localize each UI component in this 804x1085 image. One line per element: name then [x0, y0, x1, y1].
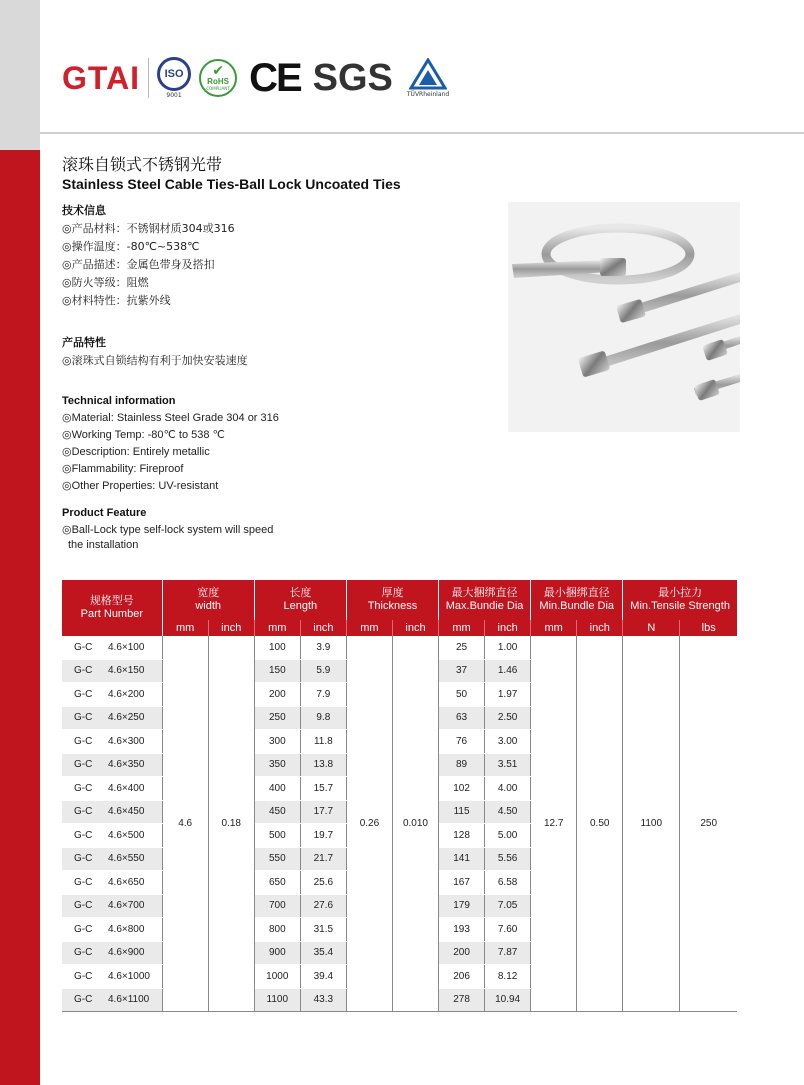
- feature-heading-en: Product Feature: [62, 507, 147, 519]
- part-number-cell: [62, 894, 162, 918]
- header-width: [162, 580, 254, 620]
- header-cn: 长度: [289, 587, 312, 599]
- length-mm-cell: 700: [254, 894, 300, 918]
- tuv-triangle-icon: [409, 58, 447, 90]
- length-mm-cell: 1000: [254, 965, 300, 989]
- max-bundle-inch-cell: 3.51: [485, 753, 531, 777]
- part-number-cell: [62, 683, 162, 707]
- part-prefix: G-C: [74, 994, 93, 1006]
- part-size: 4.6×400: [108, 782, 145, 794]
- part-number-cell: [62, 871, 162, 895]
- spec-table: [62, 580, 737, 1012]
- width-mm-cell: 4.6: [162, 636, 208, 1012]
- part-size: 4.6×500: [108, 829, 145, 841]
- spec-table-body: [62, 636, 737, 1012]
- tech-info-item-en: ◎Material: Stainless Steel Grade 304 or 316: [62, 412, 279, 424]
- max-bundle-mm-cell: 76: [439, 730, 485, 754]
- rohs-sub: COMPLIANT: [206, 86, 230, 91]
- tensile-n-cell: 1100: [623, 636, 680, 1012]
- max-bundle-inch-cell: 7.87: [485, 941, 531, 965]
- cable-tie-illustration: [508, 202, 740, 432]
- max-bundle-inch-cell: 4.50: [485, 800, 531, 824]
- unit-n: N: [623, 620, 680, 636]
- header-min-bundle: [531, 580, 623, 620]
- header-cn: 最小捆绑直径: [543, 587, 610, 599]
- part-size: 4.6×700: [108, 900, 145, 912]
- length-inch-cell: 25.6: [300, 871, 346, 895]
- max-bundle-inch-cell: 1.97: [485, 683, 531, 707]
- header-cn: 规格型号: [89, 595, 134, 607]
- max-bundle-mm-cell: 115: [439, 800, 485, 824]
- part-size: 4.6×550: [108, 853, 145, 865]
- tech-info-item-en: ◎Description: Entirely metallic: [62, 446, 210, 458]
- part-prefix: G-C: [74, 806, 93, 818]
- part-prefix: G-C: [74, 735, 93, 747]
- product-photo: [508, 202, 740, 432]
- length-inch-cell: 15.7: [300, 777, 346, 801]
- header-en: Thickness: [367, 600, 418, 612]
- max-bundle-mm-cell: 179: [439, 894, 485, 918]
- length-inch-cell: 5.9: [300, 659, 346, 683]
- length-mm-cell: 900: [254, 941, 300, 965]
- max-bundle-mm-cell: 89: [439, 753, 485, 777]
- max-bundle-inch-cell: 10.94: [485, 988, 531, 1012]
- part-number-cell: [62, 706, 162, 730]
- max-bundle-mm-cell: 278: [439, 988, 485, 1012]
- part-prefix: G-C: [74, 829, 93, 841]
- tech-info-item-en: ◎Working Temp: -80℃ to 538 ℃: [62, 429, 225, 441]
- part-prefix: G-C: [74, 759, 93, 771]
- length-mm-cell: 200: [254, 683, 300, 707]
- part-number-cell: [62, 847, 162, 871]
- length-inch-cell: 13.8: [300, 753, 346, 777]
- part-size: 4.6×150: [108, 665, 145, 677]
- header-en: Length: [283, 600, 318, 612]
- header-thickness: [346, 580, 438, 620]
- length-inch-cell: 35.4: [300, 941, 346, 965]
- max-bundle-inch-cell: 8.12: [485, 965, 531, 989]
- sgs-logo: SGS: [312, 56, 393, 99]
- max-bundle-mm-cell: 37: [439, 659, 485, 683]
- max-bundle-mm-cell: 141: [439, 847, 485, 871]
- tensile-lbs-cell: 250: [680, 636, 737, 1012]
- length-inch-cell: 43.3: [300, 988, 346, 1012]
- length-mm-cell: 550: [254, 847, 300, 871]
- unit-mm: mm: [346, 620, 392, 636]
- certification-logos: [62, 50, 449, 106]
- header-max-bundle: [439, 580, 531, 620]
- max-bundle-inch-cell: 5.00: [485, 824, 531, 848]
- width-inch-cell: 0.18: [208, 636, 254, 1012]
- unit-inch: inch: [208, 620, 254, 636]
- part-prefix: G-C: [74, 665, 93, 677]
- header-part-number: [62, 580, 162, 636]
- min-bundle-inch-cell: 0.50: [577, 636, 623, 1012]
- max-bundle-mm-cell: 193: [439, 918, 485, 942]
- part-prefix: G-C: [74, 947, 93, 959]
- tuv-label: TÜVRheinland: [406, 91, 450, 98]
- max-bundle-inch-cell: 1.46: [485, 659, 531, 683]
- length-inch-cell: 31.5: [300, 918, 346, 942]
- part-size: 4.6×300: [108, 735, 145, 747]
- part-prefix: G-C: [74, 641, 93, 653]
- part-size: 4.6×650: [108, 876, 145, 888]
- length-mm-cell: 250: [254, 706, 300, 730]
- tech-info-item-cn: ◎产品材料：不锈钢材质304或316: [62, 222, 235, 235]
- unit-inch: inch: [485, 620, 531, 636]
- max-bundle-inch-cell: 2.50: [485, 706, 531, 730]
- thickness-inch-cell: 0.010: [392, 636, 438, 1012]
- header-en: Min.Bundle Dia: [539, 600, 614, 612]
- part-number-cell: [62, 753, 162, 777]
- part-size: 4.6×800: [108, 923, 145, 935]
- unit-inch: inch: [577, 620, 623, 636]
- part-number-cell: [62, 730, 162, 754]
- tuv-logo: [407, 58, 449, 98]
- unit-inch: inch: [300, 620, 346, 636]
- thickness-mm-cell: 0.26: [346, 636, 392, 1012]
- part-size: 4.6×200: [108, 688, 145, 700]
- header-cn: 最小拉力: [658, 587, 703, 599]
- part-prefix: G-C: [74, 876, 93, 888]
- feature-item-cn: ◎滚珠式自锁结构有利于加快安装速度: [62, 354, 248, 367]
- header-cn: 宽度: [197, 587, 220, 599]
- part-prefix: G-C: [74, 782, 93, 794]
- max-bundle-mm-cell: 63: [439, 706, 485, 730]
- tech-info-item-cn: ◎材料特性：抗紫外线: [62, 294, 171, 307]
- max-bundle-mm-cell: 200: [439, 941, 485, 965]
- part-number-cell: [62, 800, 162, 824]
- unit-mm: mm: [162, 620, 208, 636]
- max-bundle-mm-cell: 25: [439, 636, 485, 659]
- part-number-cell: [62, 988, 162, 1012]
- part-size: 4.6×450: [108, 806, 145, 818]
- length-inch-cell: 27.6: [300, 894, 346, 918]
- length-inch-cell: 17.7: [300, 800, 346, 824]
- max-bundle-mm-cell: 206: [439, 965, 485, 989]
- length-mm-cell: 400: [254, 777, 300, 801]
- iso-number: 9001: [166, 92, 182, 99]
- header-tensile: [623, 580, 737, 620]
- length-mm-cell: 300: [254, 730, 300, 754]
- ce-logo: CE: [249, 55, 301, 100]
- feature-item-en: ◎Ball-Lock type self-lock system will speed: [62, 524, 274, 536]
- length-mm-cell: 150: [254, 659, 300, 683]
- rohs-logo: [199, 59, 237, 97]
- max-bundle-mm-cell: 167: [439, 871, 485, 895]
- header-en: width: [195, 600, 222, 612]
- part-number-cell: [62, 777, 162, 801]
- max-bundle-mm-cell: 50: [439, 683, 485, 707]
- length-inch-cell: 3.9: [300, 636, 346, 659]
- part-number-cell: [62, 824, 162, 848]
- header-en: Max.Bundie Dia: [445, 600, 524, 612]
- header-cn: 厚度: [381, 587, 404, 599]
- length-inch-cell: 9.8: [300, 706, 346, 730]
- max-bundle-mm-cell: 102: [439, 777, 485, 801]
- length-mm-cell: 650: [254, 871, 300, 895]
- length-inch-cell: 21.7: [300, 847, 346, 871]
- tech-info-item-cn: ◎产品描述：金属色带身及搭扣: [62, 258, 215, 271]
- tech-info-item-en: ◎Other Properties: UV-resistant: [62, 480, 219, 492]
- unit-mm: mm: [254, 620, 300, 636]
- header-length: [254, 580, 346, 620]
- length-inch-cell: 39.4: [300, 965, 346, 989]
- max-bundle-inch-cell: 7.60: [485, 918, 531, 942]
- max-bundle-inch-cell: 7.05: [485, 894, 531, 918]
- part-size: 4.6×250: [108, 712, 145, 724]
- tech-info-item-cn: ◎防火等级：阻燃: [62, 276, 149, 289]
- part-size: 4.6×1000: [108, 970, 150, 982]
- logo-separator: [148, 58, 149, 98]
- part-number-cell: [62, 941, 162, 965]
- part-prefix: G-C: [74, 712, 93, 724]
- unit-lbs: lbs: [680, 620, 737, 636]
- max-bundle-inch-cell: 6.58: [485, 871, 531, 895]
- part-prefix: G-C: [74, 853, 93, 865]
- max-bundle-mm-cell: 128: [439, 824, 485, 848]
- tech-info-heading-en: Technical information: [62, 395, 176, 407]
- side-bar-red: [0, 150, 40, 1085]
- length-mm-cell: 100: [254, 636, 300, 659]
- unit-mm: mm: [439, 620, 485, 636]
- feature-item-en-cont: the installation: [68, 539, 139, 551]
- header-en: Part Number: [80, 608, 143, 620]
- iso-logo: [157, 57, 191, 99]
- length-mm-cell: 1100: [254, 988, 300, 1012]
- part-size: 4.6×900: [108, 947, 145, 959]
- side-bar-gray: [0, 0, 40, 150]
- length-inch-cell: 19.7: [300, 824, 346, 848]
- iso-label: ISO: [157, 57, 191, 91]
- feature-heading-cn: 产品特性: [62, 336, 106, 349]
- part-number-cell: [62, 965, 162, 989]
- brand-logo: GTAI: [62, 59, 141, 96]
- header-en: Min.Tensile Strength: [630, 600, 730, 612]
- header-divider: [40, 132, 804, 134]
- part-prefix: G-C: [74, 900, 93, 912]
- part-size: 4.6×350: [108, 759, 145, 771]
- check-icon: ✔: [212, 63, 224, 79]
- length-mm-cell: 500: [254, 824, 300, 848]
- table-row: [62, 636, 737, 659]
- part-size: 4.6×100: [108, 641, 145, 653]
- min-bundle-mm-cell: 12.7: [531, 636, 577, 1012]
- tech-info-heading-cn: 技术信息: [62, 204, 106, 217]
- max-bundle-inch-cell: 5.56: [485, 847, 531, 871]
- length-inch-cell: 11.8: [300, 730, 346, 754]
- tech-info-item-en: ◎Flammability: Fireproof: [62, 463, 184, 475]
- max-bundle-inch-cell: 3.00: [485, 730, 531, 754]
- rohs-label: RoHS: [207, 77, 229, 86]
- max-bundle-inch-cell: 4.00: [485, 777, 531, 801]
- part-number-cell: [62, 636, 162, 659]
- part-prefix: G-C: [74, 970, 93, 982]
- part-prefix: G-C: [74, 923, 93, 935]
- part-size: 4.6×1100: [108, 994, 150, 1006]
- product-title-en: Stainless Steel Cable Ties-Ball Lock Uncoated Ties: [62, 176, 401, 192]
- header-cn: 最大捆绑直径: [451, 587, 518, 599]
- length-mm-cell: 350: [254, 753, 300, 777]
- length-mm-cell: 450: [254, 800, 300, 824]
- unit-inch: inch: [392, 620, 438, 636]
- length-inch-cell: 7.9: [300, 683, 346, 707]
- tech-info-item-cn: ◎操作温度：-80℃~538℃: [62, 240, 200, 253]
- unit-mm: mm: [531, 620, 577, 636]
- max-bundle-inch-cell: 1.00: [485, 636, 531, 659]
- product-title-cn: 滚珠自锁式不锈钢光带: [62, 155, 223, 174]
- part-number-cell: [62, 659, 162, 683]
- part-prefix: G-C: [74, 688, 93, 700]
- length-mm-cell: 800: [254, 918, 300, 942]
- part-number-cell: [62, 918, 162, 942]
